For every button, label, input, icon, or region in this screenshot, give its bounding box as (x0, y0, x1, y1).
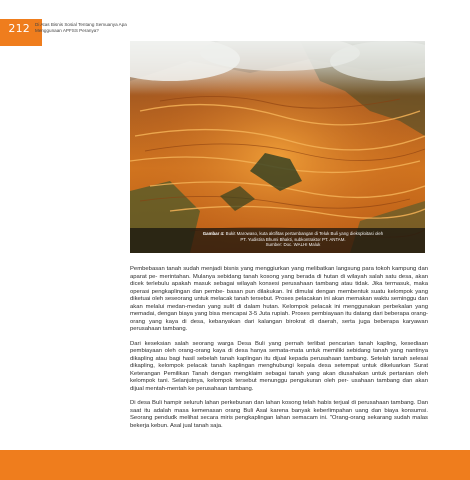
caption-line1 (178, 231, 408, 237)
caption-label: Gambar 4: (202, 231, 225, 236)
body-paragraph-1: Pembebasan tanah sudah menjadi bisnis yang menggiurkan yang melibatkan langsung para tokoh kampung dan aparat pe- merintahan. Mulanya sebidang tanah kosong yang berada di hutan di wilayah salah satu desa, akan dicek terlebulu apakah masuk sebagai wilayah konsesi perusahaan tambang atau tidak. Jika termasuk, maka operasi pengkaplingan dan pembe- basan pun dilakukan. Ini dimulai dengan membentuk suatu kelompok yang diketuai oleh seseorang untuk melacak tanah tersebut. Proses pelacakan ini akan memakan waktu seminggu dan akan melalui medan-medan yang sulit di dalam hutan. Kelompok pelacak ini menggunakan perbekalan yang memadai, dengan biaya yang bisa mencapai 3-5 Juta rupiah. Proses pembiayaan itu datang dari beberapa orang-orang yang kaya di desa, kebanyakan dari kalangan birokrat di daerah, serta juga beberapa karyawan perusahaan tambang. (130, 266, 428, 333)
footer-accent-bar (0, 450, 470, 480)
running-head-line1: Di Atas Bisnis Sosial Tentang Semuanya Apa (35, 22, 127, 27)
body-paragraph-2: Dari keseksian salah seorang warga Desa Buli yang pernah terlibat pencarian tanah kapling, kesediaan pembiayaan oleh orang-orang kaya di desa hanya semata-mata untuk memiliki sebidang tanah yang nantinya dikapling atau bagi hasil sebelah tanah kaplingan itu dijual kepada perusahaan tambang. Setelah tanah selesai dikapling, kelompok pelacak tanah kaplingan menghubungi kepala desa setempat untuk dikeluarkan Surat Keterangan Pemilikan Tanah dengan mengklaim sebagai tanah yang akan diusahakan untuk pertanian oleh kelompok tani. Selanjutnya, kelompok tersebut menunggu pengukuran oleh per- usahaan tambang dan akan dijual mentah-mentah ke perusahaan tambang. (130, 340, 428, 392)
caption-line2: PT. Yudistira Bhumi Bhakti, subkontraktor PT. ANTAM. (240, 236, 346, 242)
figure-caption (178, 231, 408, 248)
running-head (35, 22, 235, 34)
page-number: 212 (8, 22, 30, 35)
body-paragraph-3: Di desa Buli hampir seluruh lahan perkebunan dan lahan kosong telah habis terjual di perusahaan tambang. Dan saat itu adalah masa kemenasan orang Buli Asal karena banyak keberlimpahan uang dan biaya konsumsi. Seorang pendudk melihat secara miris pengkaplingan lahan semacam ini. "Orang-orang sekarang sudah malas bekerja kebun. Asal jual tanah saja. (130, 400, 428, 429)
caption-text: Bukit Marowaso, kuta aktifitas pertambangan di Teluk Buli yang dieksploitasi oleh (225, 231, 384, 236)
running-head-line2: Menggunaan APFSS Peranya? (35, 28, 99, 33)
article-body (130, 266, 428, 437)
mine-landscape-photo (130, 41, 425, 253)
caption-credit: Sumber: Doc. WALHI Maluk (265, 242, 321, 248)
